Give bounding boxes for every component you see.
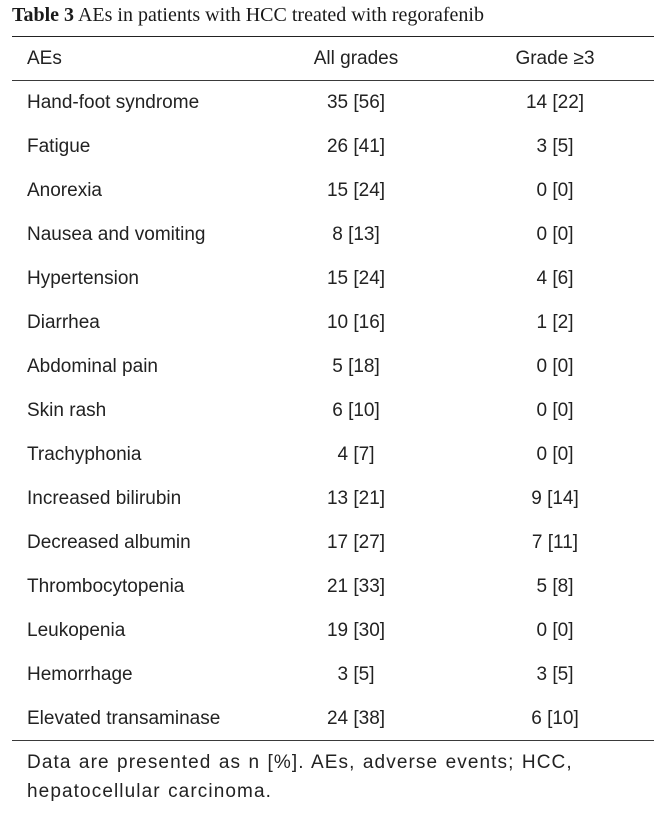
row-ae-name: Hemorrhage bbox=[27, 664, 133, 685]
row-ae-name: Nausea and vomiting bbox=[27, 224, 206, 245]
row-all-grades: 10 [16] bbox=[326, 312, 386, 333]
table-bottom-rule bbox=[12, 740, 654, 741]
header-aes: AEs bbox=[27, 48, 62, 69]
header-all-grades: All grades bbox=[313, 48, 399, 69]
row-ae-name: Diarrhea bbox=[27, 312, 100, 333]
row-all-grades: 35 [56] bbox=[326, 92, 386, 113]
row-ae-name: Hypertension bbox=[27, 268, 139, 289]
row-ae-name: Skin rash bbox=[27, 400, 107, 421]
row-grade-3: 0 [0] bbox=[536, 444, 574, 465]
row-ae-name: Anorexia bbox=[27, 180, 102, 201]
row-ae-name: Decreased albumin bbox=[27, 532, 191, 553]
row-all-grades: 5 [18] bbox=[332, 356, 380, 377]
table-caption-number: Table 3 bbox=[12, 4, 75, 26]
row-all-grades: 6 [10] bbox=[332, 400, 380, 421]
row-grade-3: 0 [0] bbox=[536, 400, 574, 421]
row-grade-3: 1 [2] bbox=[536, 312, 574, 333]
table-caption-text: AEs in patients with HCC treated with regorafenib bbox=[77, 4, 484, 26]
row-ae-name: Elevated transaminase bbox=[27, 708, 221, 729]
row-grade-3: 0 [0] bbox=[536, 224, 574, 245]
table-caption bbox=[12, 4, 484, 27]
header-rule bbox=[12, 80, 654, 81]
row-ae-name: Fatigue bbox=[27, 136, 91, 157]
row-grade-3: 3 [5] bbox=[536, 664, 574, 685]
row-all-grades: 13 [21] bbox=[326, 488, 386, 509]
table-top-rule bbox=[12, 36, 654, 37]
row-ae-name: Hand-foot syndrome bbox=[27, 92, 200, 113]
header-grade-3: Grade ≥3 bbox=[515, 48, 595, 69]
row-all-grades: 26 [41] bbox=[326, 136, 386, 157]
row-all-grades: 8 [13] bbox=[332, 224, 380, 245]
row-all-grades: 21 [33] bbox=[326, 576, 386, 597]
row-ae-name: Thrombocytopenia bbox=[27, 576, 185, 597]
row-grade-3: 0 [0] bbox=[536, 620, 574, 641]
row-all-grades: 15 [24] bbox=[326, 180, 386, 201]
row-grade-3: 0 [0] bbox=[536, 180, 574, 201]
row-grade-3: 7 [11] bbox=[531, 532, 579, 553]
row-ae-name: Abdominal pain bbox=[27, 356, 158, 377]
row-grade-3: 3 [5] bbox=[536, 136, 574, 157]
row-grade-3: 9 [14] bbox=[531, 488, 579, 509]
row-grade-3: 6 [10] bbox=[531, 708, 579, 729]
row-grade-3: 5 [8] bbox=[536, 576, 574, 597]
row-all-grades: 4 [7] bbox=[337, 444, 375, 465]
row-all-grades: 19 [30] bbox=[326, 620, 386, 641]
row-ae-name: Increased bilirubin bbox=[27, 488, 182, 509]
row-all-grades: 15 [24] bbox=[326, 268, 386, 289]
row-ae-name: Leukopenia bbox=[27, 620, 126, 641]
row-grade-3: 0 [0] bbox=[536, 356, 574, 377]
row-grade-3: 14 [22] bbox=[525, 92, 585, 113]
row-grade-3: 4 [6] bbox=[536, 268, 574, 289]
row-all-grades: 3 [5] bbox=[337, 664, 375, 685]
row-all-grades: 24 [38] bbox=[326, 708, 386, 729]
row-all-grades: 17 [27] bbox=[326, 532, 386, 553]
row-ae-name: Trachyphonia bbox=[27, 444, 142, 465]
table-footnote: Data are presented as n [%]. AEs, adverse events; HCC, hepatocellular carcinoma. bbox=[27, 752, 573, 802]
